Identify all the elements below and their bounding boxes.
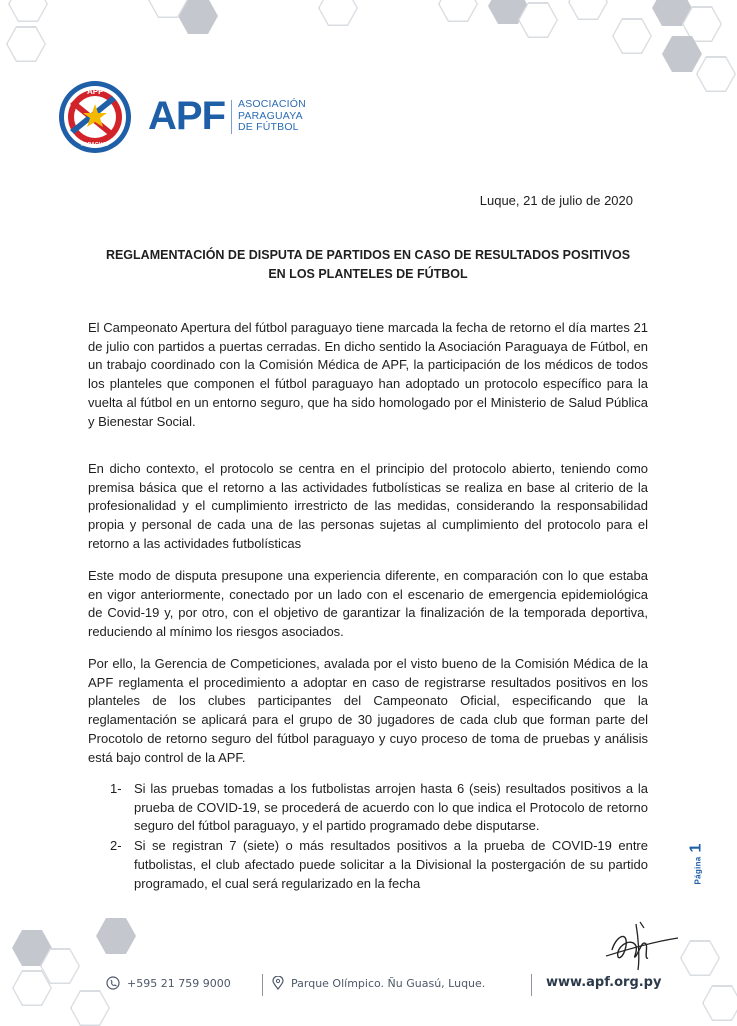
footer-phone: +595 21 759 9000 <box>106 976 231 990</box>
footer-address: Parque Olímpico. Ñu Guasú, Luque. <box>272 976 485 990</box>
paragraph-2: En dicho contexto, el protocolo se centra en el principio del protocolo abierto, teniendo como premisa básica que el retorno a las actividades futbolísticas se realiza en base al criterio de la profesionalidad y el cumplimiento irrestricto de las medidas, considerando la responsabilidad propia y personal de cada una de las personas sujetas al cumplimiento del protocolo para el retorno a las actividades futbolísticas <box>88 461 648 551</box>
paragraph-4: Por ello, la Gerencia de Competiciones, avalada por el visto bueno de la Comisión Médica de la APF reglamenta el procedimiento a adoptar en caso de registrarse resultados positivos en los planteles de los clubes participantes del Campeonato Oficial, especificando que la reglamentación se aplicará para el grupo de 30 jugadores de cada club que forman parte del Procotolo de retorno seguro del fútbol paraguayo y cuyo proceso de toma de pruebas y análisis está bajo control de la APF. <box>88 656 648 765</box>
footer-divider <box>262 974 263 996</box>
svg-text:APF: APF <box>87 87 103 96</box>
signature-icon <box>602 916 682 974</box>
svg-text:PARAGUAY: PARAGUAY <box>81 142 109 148</box>
list-item: 2- Si se registran 7 (siete) o más resultados positivos a la prueba de COVID-19 entre futbolistas, el club afectado puede solicitar a la Divisional la postergación de su partido programado, el cual será regularizado en la fecha <box>110 838 648 891</box>
footer <box>0 972 737 998</box>
brand-name: APF <box>148 94 225 138</box>
numbered-list <box>110 780 648 894</box>
document-date: Luque, 21 de julio de 2020 <box>479 193 633 208</box>
list-item: 1- Si las pruebas tomadas a los futbolistas arrojen hasta 6 (seis) resultados positivos a la prueba de COVID-19, se procederá de acuerdo con lo que indica el Protocolo de retorno seguro del fútbol paraguayo, y el partido programado debe disputarse. <box>110 781 648 834</box>
phone-icon <box>106 976 120 990</box>
website-link[interactable]: www.apf.org.py <box>546 975 662 990</box>
association-name: ASOCIACIÓN PARAGUAYA DE FÚTBOL <box>238 98 306 133</box>
paragraph-1: El Campeonato Apertura del fútbol paraguayo tiene marcada la fecha de retorno el día martes 21 de julio con partidos a puertas cerradas. En dicho sentido la Asociación Paraguaya de Fútbol, en un trabajo coordinado con la Comisión Médica de APF, la participación de los médicos de todos los planteles que componen el fútbol paraguayo han adoptado un protocolo específico para la vuelta al fútbol en un entorno seguro, que ha sido homologado por el Ministerio de Salud Pública y Bienestar Social. <box>88 320 648 429</box>
brand-divider <box>231 100 232 134</box>
page-number: Página1 <box>687 843 705 885</box>
footer-divider <box>531 974 532 996</box>
apf-logo-icon <box>58 80 132 154</box>
location-pin-icon <box>272 976 284 990</box>
document-title: REGLAMENTACIÓN DE DISPUTA DE PARTIDOS EN CASO DE RESULTADOS POSITIVOS EN LOS PLANTELES DE FÚTBOL <box>105 248 631 281</box>
paragraph-3: Este modo de disputa presupone una experiencia diferente, en comparación con lo que estaba en vigor anteriormente, conectado por un lado con el escenario de emergencia epidemiológica de Covid-19 y, por otro, con el objetivo de garantizar la finalización de la temporada deportiva, reduciendo al mínimo los riesgos asociados. <box>88 568 648 640</box>
